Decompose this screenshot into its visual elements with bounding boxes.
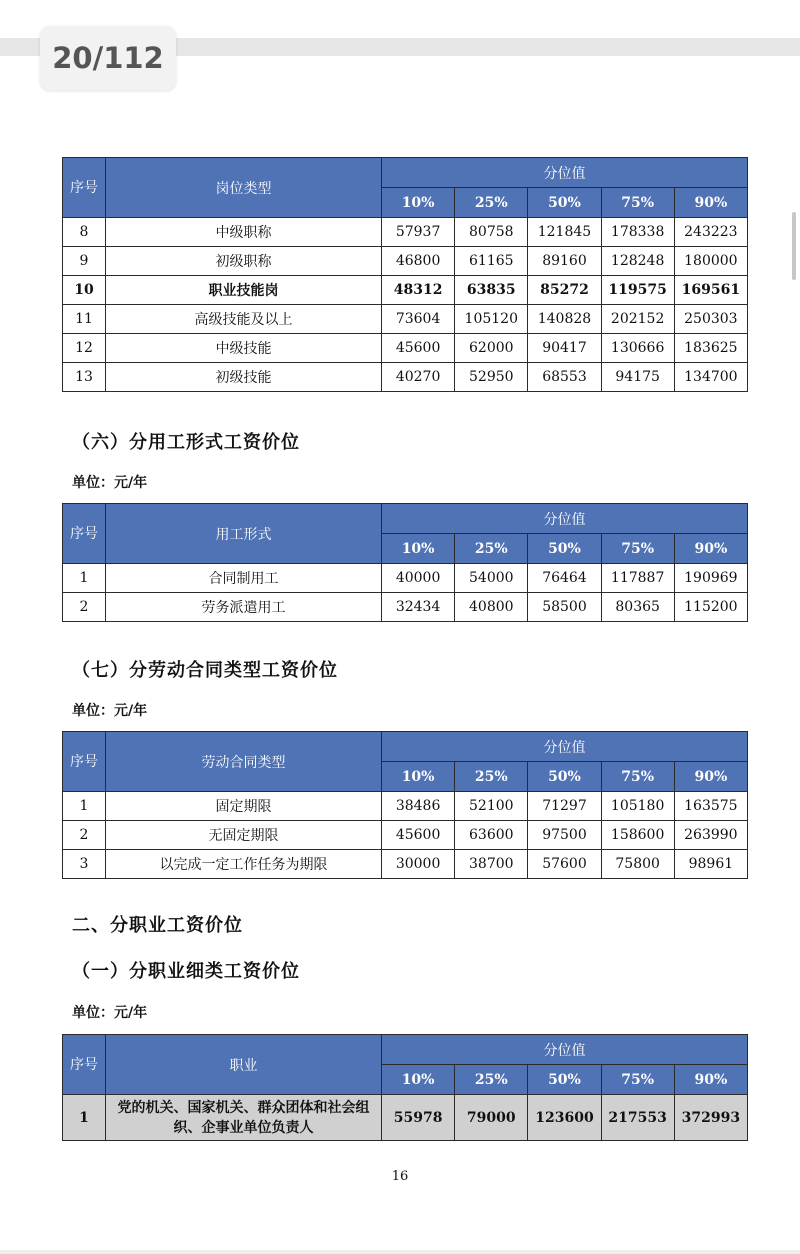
value-cell: 97500 <box>528 821 601 850</box>
value-cell: 54000 <box>455 564 528 593</box>
page-number: 16 <box>391 1169 409 1184</box>
occupation-wage-table <box>62 1034 748 1141</box>
employment-form-wage-table <box>62 503 748 622</box>
value-cell: 80365 <box>601 593 674 622</box>
pct-header: 90% <box>674 188 747 218</box>
table-row <box>63 218 748 247</box>
percentile-group-header: 分位值 <box>382 1035 748 1065</box>
seq-cell: 10 <box>63 276 106 305</box>
seq-header: 序号 <box>63 1035 106 1095</box>
pct-header: 50% <box>528 188 601 218</box>
page-indicator: 20/112 <box>40 26 176 90</box>
chapter-heading: 二、分职业工资价位 <box>72 915 243 936</box>
seq-header: 序号 <box>63 732 106 792</box>
value-cell: 52100 <box>455 792 528 821</box>
pct-header: 25% <box>455 1065 528 1095</box>
seq-cell: 12 <box>63 334 106 363</box>
value-cell: 76464 <box>528 564 601 593</box>
category-header: 职业 <box>106 1035 382 1095</box>
pct-header: 90% <box>674 1065 747 1095</box>
value-cell: 48312 <box>382 276 455 305</box>
pct-header: 90% <box>674 534 747 564</box>
category-cell: 劳务派遣用工 <box>106 593 382 622</box>
value-cell: 217553 <box>601 1095 674 1141</box>
value-cell: 158600 <box>601 821 674 850</box>
value-cell: 38700 <box>455 850 528 879</box>
value-cell: 183625 <box>674 334 747 363</box>
value-cell: 63835 <box>455 276 528 305</box>
pct-header: 10% <box>382 534 455 564</box>
value-cell: 98961 <box>674 850 747 879</box>
table-row <box>63 564 748 593</box>
value-cell: 163575 <box>674 792 747 821</box>
value-cell: 32434 <box>382 593 455 622</box>
value-cell: 117887 <box>601 564 674 593</box>
table-row <box>63 792 748 821</box>
value-cell: 55978 <box>382 1095 455 1141</box>
value-cell: 75800 <box>601 850 674 879</box>
value-cell: 63600 <box>455 821 528 850</box>
viewer-bottom-edge <box>0 1250 800 1254</box>
unit-label: 单位：元/年 <box>72 703 148 719</box>
table-row <box>63 363 748 392</box>
pct-header: 25% <box>455 762 528 792</box>
category-header: 岗位类型 <box>106 158 382 218</box>
value-cell: 202152 <box>601 305 674 334</box>
pct-header: 10% <box>382 1065 455 1095</box>
value-cell: 263990 <box>674 821 747 850</box>
value-cell: 57937 <box>382 218 455 247</box>
table-row <box>63 850 748 879</box>
job-type-wage-table <box>62 157 748 392</box>
value-cell: 169561 <box>674 276 747 305</box>
value-cell: 62000 <box>455 334 528 363</box>
percentile-group-header: 分位值 <box>382 504 748 534</box>
pct-header: 10% <box>382 188 455 218</box>
section-heading: （六）分用工形式工资价位 <box>72 432 300 453</box>
scrollbar-thumb[interactable] <box>792 212 796 280</box>
value-cell: 46800 <box>382 247 455 276</box>
value-cell: 115200 <box>674 593 747 622</box>
seq-cell: 2 <box>63 821 106 850</box>
value-cell: 45600 <box>382 821 455 850</box>
value-cell: 372993 <box>674 1095 747 1141</box>
value-cell: 71297 <box>528 792 601 821</box>
seq-cell: 13 <box>63 363 106 392</box>
category-cell: 党的机关、国家机关、群众团体和社会组织、企事业单位负责人 <box>106 1095 382 1141</box>
value-cell: 73604 <box>382 305 455 334</box>
contract-type-wage-table <box>62 731 748 879</box>
value-cell: 90417 <box>528 334 601 363</box>
pct-header: 75% <box>601 188 674 218</box>
seq-cell: 1 <box>63 564 106 593</box>
value-cell: 89160 <box>528 247 601 276</box>
pct-header: 50% <box>528 1065 601 1095</box>
percentile-group-header: 分位值 <box>382 158 748 188</box>
category-cell: 固定期限 <box>106 792 382 821</box>
value-cell: 45600 <box>382 334 455 363</box>
value-cell: 123600 <box>528 1095 601 1141</box>
unit-label: 单位：元/年 <box>72 1005 148 1021</box>
value-cell: 128248 <box>601 247 674 276</box>
category-cell: 高级技能及以上 <box>106 305 382 334</box>
value-cell: 178338 <box>601 218 674 247</box>
value-cell: 80758 <box>455 218 528 247</box>
category-header: 用工形式 <box>106 504 382 564</box>
pct-header: 50% <box>528 762 601 792</box>
pct-header: 50% <box>528 534 601 564</box>
pct-header: 90% <box>674 762 747 792</box>
value-cell: 58500 <box>528 593 601 622</box>
table-row <box>63 247 748 276</box>
value-cell: 105120 <box>455 305 528 334</box>
value-cell: 79000 <box>455 1095 528 1141</box>
seq-header: 序号 <box>63 158 106 218</box>
pct-header: 75% <box>601 762 674 792</box>
category-header: 劳动合同类型 <box>106 732 382 792</box>
category-cell: 中级职称 <box>106 218 382 247</box>
value-cell: 40800 <box>455 593 528 622</box>
value-cell: 134700 <box>674 363 747 392</box>
seq-cell: 1 <box>63 792 106 821</box>
value-cell: 52950 <box>455 363 528 392</box>
pct-header: 25% <box>455 188 528 218</box>
unit-label: 单位：元/年 <box>72 475 148 491</box>
section-heading: （一）分职业细类工资价位 <box>72 961 300 982</box>
seq-cell: 8 <box>63 218 106 247</box>
category-cell: 职业技能岗 <box>106 276 382 305</box>
value-cell: 40270 <box>382 363 455 392</box>
seq-cell: 9 <box>63 247 106 276</box>
category-cell: 合同制用工 <box>106 564 382 593</box>
value-cell: 243223 <box>674 218 747 247</box>
table-row <box>63 334 748 363</box>
category-cell: 无固定期限 <box>106 821 382 850</box>
value-cell: 68553 <box>528 363 601 392</box>
table-row <box>63 1095 748 1141</box>
pct-header: 10% <box>382 762 455 792</box>
section-heading: （七）分劳动合同类型工资价位 <box>72 660 338 681</box>
value-cell: 121845 <box>528 218 601 247</box>
value-cell: 180000 <box>674 247 747 276</box>
value-cell: 94175 <box>601 363 674 392</box>
value-cell: 57600 <box>528 850 601 879</box>
table-row <box>63 593 748 622</box>
pct-header: 75% <box>601 534 674 564</box>
seq-cell: 3 <box>63 850 106 879</box>
value-cell: 61165 <box>455 247 528 276</box>
value-cell: 130666 <box>601 334 674 363</box>
value-cell: 140828 <box>528 305 601 334</box>
category-cell: 中级技能 <box>106 334 382 363</box>
seq-cell: 1 <box>63 1095 106 1141</box>
category-cell: 初级职称 <box>106 247 382 276</box>
seq-cell: 2 <box>63 593 106 622</box>
value-cell: 38486 <box>382 792 455 821</box>
category-cell: 初级技能 <box>106 363 382 392</box>
percentile-group-header: 分位值 <box>382 732 748 762</box>
table-row <box>63 276 748 305</box>
seq-cell: 11 <box>63 305 106 334</box>
value-cell: 85272 <box>528 276 601 305</box>
seq-header: 序号 <box>63 504 106 564</box>
pct-header: 75% <box>601 1065 674 1095</box>
value-cell: 190969 <box>674 564 747 593</box>
value-cell: 105180 <box>601 792 674 821</box>
value-cell: 250303 <box>674 305 747 334</box>
pct-header: 25% <box>455 534 528 564</box>
value-cell: 30000 <box>382 850 455 879</box>
category-cell: 以完成一定工作任务为期限 <box>106 850 382 879</box>
table-row <box>63 305 748 334</box>
table-row <box>63 821 748 850</box>
value-cell: 40000 <box>382 564 455 593</box>
value-cell: 119575 <box>601 276 674 305</box>
